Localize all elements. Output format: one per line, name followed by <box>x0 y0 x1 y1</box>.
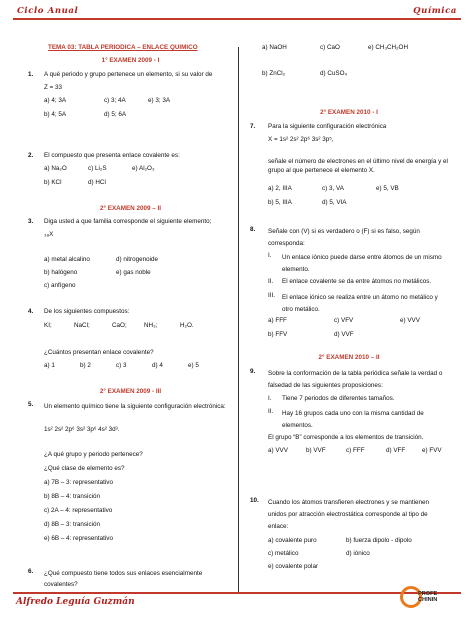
electron-configuration: X = 1s² 2s² 2p⁶ 3s² 3p⁵, <box>268 136 334 143</box>
option-e: e) 6B – 4: representativo <box>44 535 113 542</box>
option-c: c) 2A – 4: representativo <box>44 507 113 514</box>
option-b: b) KCl <box>44 179 62 186</box>
option-b: b) 5, IIIA <box>268 199 292 206</box>
option-a: a) NaOH <box>262 44 287 51</box>
option-b: b) VVF <box>306 447 326 454</box>
statement-number: II. <box>268 278 274 285</box>
option-e: e) covalente polar <box>268 563 319 570</box>
option-a: a) Na₂O <box>44 165 67 172</box>
question-text: Sobre la conformación de la tabla periódica señale la verdad o falsedad de las siguientes proposiciones: <box>268 370 443 389</box>
option-d: d) 4 <box>152 362 163 369</box>
question-number: 6. <box>28 568 34 575</box>
option-c: c) anfígeno <box>44 282 76 289</box>
header-course: Ciclo Anual <box>17 6 79 16</box>
column-divider <box>238 47 239 592</box>
statement-number: III. <box>268 292 275 299</box>
option-e: e) 5 <box>188 362 199 369</box>
question-number: 4. <box>28 308 34 315</box>
option-b: b) 2 <box>80 362 91 369</box>
question-text: El compuesto que presenta enlace covalente es: <box>44 152 180 159</box>
option-d: d) 8B – 3: transición <box>44 521 101 528</box>
option-d: d) CuSO₄ <box>320 70 348 77</box>
footer-author: Alfredo Leguía Guzmán <box>16 597 135 607</box>
compound: NaCl; <box>74 322 90 329</box>
option-c: c) 3 <box>116 362 127 369</box>
question-text: ¿A qué grupo y periodo pertenece? <box>44 451 143 458</box>
option-e: e) VVV <box>400 317 420 324</box>
option-a: a) metal alcalino <box>44 256 90 263</box>
option-d: d) 5; 6A <box>104 111 127 118</box>
question-text: Z = 33 <box>44 84 63 91</box>
option-d: d) 5, VIA <box>322 199 347 206</box>
option-a: a) covalente puro <box>268 537 317 544</box>
statement-text: Un enlace iónico puede darse entre átomos de un mismo elemento. <box>282 254 442 273</box>
option-b: b) ZnCl₂ <box>262 70 286 77</box>
logo-line-1: PROFE <box>418 591 438 597</box>
option-c: c) 3, VA <box>322 185 344 192</box>
option-e: e) gas noble <box>116 269 151 276</box>
question-number: 10. <box>250 497 259 504</box>
question-number: 3. <box>28 218 34 225</box>
section-heading: 2° EXAMEN 2009 - III <box>99 388 162 395</box>
question-number: 2. <box>28 152 34 159</box>
option-d: d) VVF <box>334 331 354 338</box>
statement-text: Hay 16 grupos cada uno con la misma cantidad de elementos. <box>282 410 424 429</box>
question-text: ¿Qué compuesto tiene todos sus enlaces esencialmente covalentes? <box>44 570 203 588</box>
option-a: a) 4; 3A <box>44 97 67 104</box>
option-b: b) fuerza dipolo - dipolo <box>346 537 412 544</box>
footer-rule <box>13 592 461 594</box>
option-e: e) FVV <box>422 447 442 454</box>
compound: NH₃; <box>144 322 158 329</box>
option-e: e) 5, VB <box>376 185 399 192</box>
option-c: c) 3; 4A <box>104 97 126 104</box>
section-heading: 2° EXAMEN 2010 – II <box>318 354 380 361</box>
question-text: ¿Cuántos presentan enlace covalente? <box>44 349 154 356</box>
option-a: a) 1 <box>44 362 55 369</box>
question-text: A qué periodo y grupo pertenece un elemento, si su valor de <box>44 71 213 78</box>
statement-number: I. <box>268 252 272 259</box>
option-b: b) FFV <box>268 331 288 338</box>
option-a: a) FFF <box>268 317 287 324</box>
option-b: b) 8B – 4: transición <box>44 493 101 500</box>
option-d: d) nitrogenoide <box>116 256 159 263</box>
option-c: c) CaO <box>320 44 340 51</box>
section-heading: 1° EXAMEN 2009 - I <box>101 57 160 64</box>
statement-text: El enlace covalente se da entre átomos no metálicos. <box>282 278 432 285</box>
option-e: e) Al₂O₃ <box>132 165 155 172</box>
statement-text: El grupo “B” corresponde a los elementos de transición. <box>268 434 424 441</box>
question-text: De los siguientes compuestos: <box>44 308 130 315</box>
question-text: Para la siguiente configuración electrónica <box>268 123 387 130</box>
option-a: a) VVV <box>268 447 288 454</box>
logo-line-2: CHININ <box>418 597 438 603</box>
question-text: Cuando los átomos transfieren electrones y se mantienen unidos por atracción electrostática corresponde al tipo de enlace: <box>268 499 430 530</box>
element-symbol: ₃₈X <box>44 231 54 238</box>
option-b: b) 4; 5A <box>44 111 67 118</box>
option-a: a) 7B – 3: representativo <box>44 479 113 486</box>
question-number: 5. <box>28 401 34 408</box>
header-subject: Química <box>413 6 457 16</box>
section-heading: 2° EXAMEN 2009 – II <box>100 205 161 212</box>
compound: KI; <box>44 322 52 329</box>
question-number: 7. <box>250 123 256 130</box>
statement-number: I. <box>268 395 272 402</box>
question-text: ¿Qué clase de elemento es? <box>44 465 125 472</box>
statement-number: II. <box>268 408 274 415</box>
compound: CaO; <box>112 322 127 329</box>
question-number: 1. <box>28 71 34 78</box>
question-text: señale el número de electrones en el último nivel de energía y el grupo al que pertenece el elemento X. <box>268 158 448 174</box>
option-c: c) VFV <box>334 317 354 324</box>
option-a: a) 2, IIIA <box>268 185 292 192</box>
statement-text: El enlace iónico se realiza entre un átomo no metálico y otro metálico. <box>282 294 438 313</box>
option-d: d) VFF <box>386 447 406 454</box>
question-text: Diga usted a que familia corresponde el siguiente elemento; <box>44 218 212 225</box>
question-number: 9. <box>250 368 256 375</box>
compound: H₂O. <box>180 322 194 329</box>
electron-configuration: 1s² 2s² 2p⁶ 3s² 3p⁶ 4s² 3d³. <box>44 426 120 433</box>
option-e: e) 3; 3A <box>148 97 171 104</box>
profe-chinin-logo <box>400 586 452 610</box>
question-text: Señale con (V) si es verdadero o (F) si es falso, según corresponda: <box>268 228 420 247</box>
topic-title: TEMA 03: TABLA PERIODICA – ENLACE QUIMICO <box>48 44 198 51</box>
option-d: d) HCl <box>88 179 106 186</box>
option-c: c) FFF <box>346 447 365 454</box>
question-number: 8. <box>250 226 256 233</box>
header-rule <box>13 18 461 20</box>
option-b: b) halógeno <box>44 269 78 276</box>
option-e: e) CH₃CH₂OH <box>368 44 408 51</box>
page-header <box>13 6 461 18</box>
option-c: c) metálico <box>268 550 299 557</box>
section-heading: 2° EXAMEN 2010 - I <box>320 109 378 116</box>
option-c: c) Li₂S <box>88 165 107 172</box>
option-d: d) iónico <box>346 550 370 557</box>
statement-text: Tiene 7 periodos de diferentes tamaños. <box>282 395 395 402</box>
question-text: Un elemento químico tiene la siguiente configuración electrónica: <box>44 403 226 410</box>
logo-text <box>418 591 437 603</box>
